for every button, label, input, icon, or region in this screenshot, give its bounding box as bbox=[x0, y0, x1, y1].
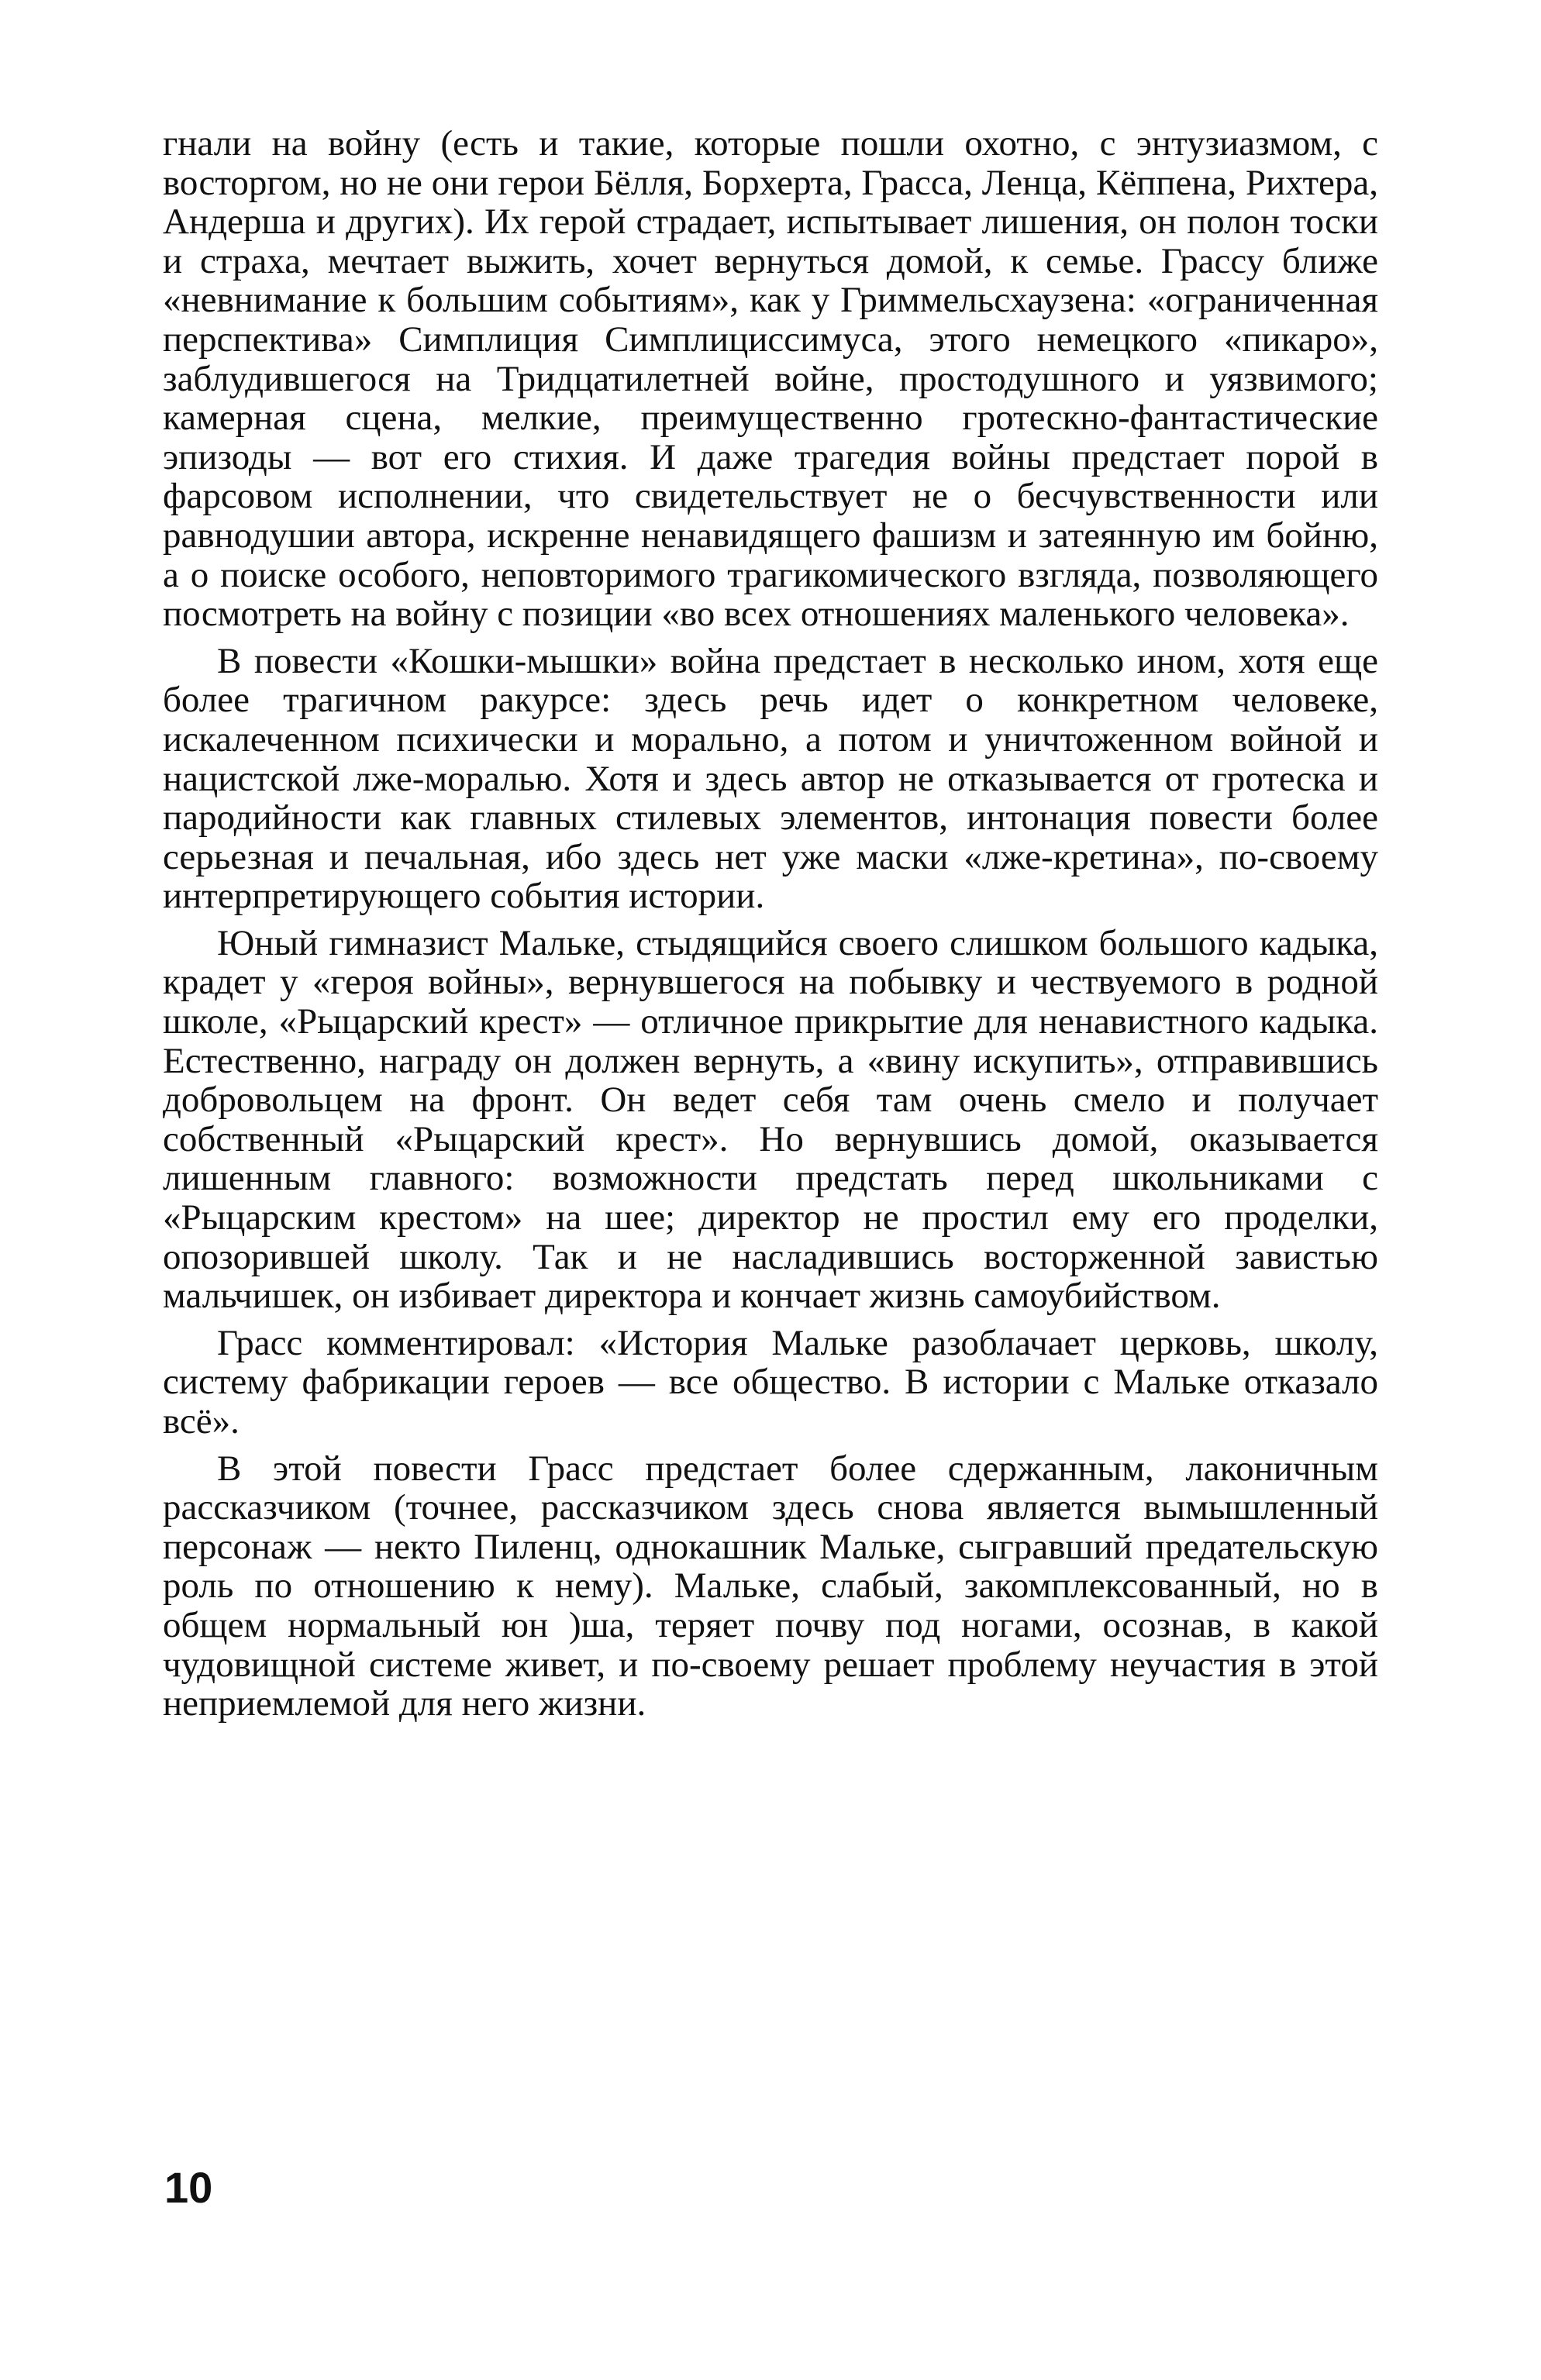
paragraph-grass-comment: Грасс комментировал: «История Мальке разоблачает церковь, школу, систему фабрикации героев — все общество. В истории с Мальке отказало всё». bbox=[163, 1322, 1378, 1441]
paragraph-malke-story: Юный гимназист Мальке, стыдящийся своего слишком большого кадыка, крадет у «героя войны», вернувшегося на побывку и чествуемого в родной школе, «Рыцарский крест» — отличное прикрытие для ненавистного кадыка. Естественно, награду он должен вернуть, а «вину искупить», отправившись добровольцем на фронт. Он ведет себя там очень смело и получает собственный «Рыцарский крест». Но вернувшись домой, оказывается лишенным главного: возможности предстать перед школьниками с «Рыцарским крестом» на шее; директор не простил ему его проделки, опозорившей школу. Так и не насладившись восторженной завистью мальчишек, он избивает директора и кончает жизнь самоубийством. bbox=[163, 922, 1378, 1317]
paragraph-continued: гнали на войну (есть и такие, которые пошли охотно, с энтузиазмом, с восторгом, но не они герои Бёлля, Борхерта, Грасса, Ленца, Кёппена, Рихтера, Андерша и других). Их герой страдает, испытывает лишения, он полон тоски и страха, мечтает выжить, хочет вернуться домой, к семье. Грассу ближе «невнимание к большим событиям», как у Гриммельсхаузена: «ограниченная перспектива» Симплиция Симплициссимуса, этого немецкого «пикаро», заблудившегося на Тридцатилетней войне, простодушного и уязвимого; камерная сцена, мелкие, преимущественно гротескно-фантастические эпизоды — вот его стихия. И даже трагедия войны предстает порой в фарсовом исполнении, что свидетельствует не о бесчувственности или равнодушии автора, искренне ненавидящего фашизм и затеянную им бойню, а о поиске особого, неповторимого трагикомического взгляда, позволяющего посмотреть на войну с позиции «во всех отношениях маленького человека». bbox=[163, 123, 1378, 635]
page-number: 10 bbox=[164, 2163, 213, 2212]
paragraph-narrator: В этой повести Грасс предстает более сдержанным, лаконичным рассказчиком (точнее, рассказчиком здесь снова является вымышленный персонаж — некто Пиленц, однокашник Мальке, сыгравший предательскую роль по отношению к нему). Мальке, слабый, закомплексованный, но в общем нормальный юн )ша, теряет почву под ногами, осознав, в какой чудовищной системе живет, и по-своему решает проблему неучастия в этой неприемлемой для него жизни. bbox=[163, 1448, 1378, 1724]
paragraph-cat-and-mouse: В повести «Кошки-мышки» война предстает в несколько ином, хотя еще более трагичном ракурсе: здесь речь идет о конкретном человеке, искалеченном психически и морально, а потом и уничтоженном войной и нацистской лже-моралью. Хотя и здесь автор не отказывается от гротеска и пародийности как главных стилевых элементов, интонация повести более серьезная и печальная, ибо здесь нет уже маски «лже-кретина», по-своему интерпретирующего события истории. bbox=[163, 640, 1378, 917]
page-body bbox=[163, 124, 1378, 1724]
